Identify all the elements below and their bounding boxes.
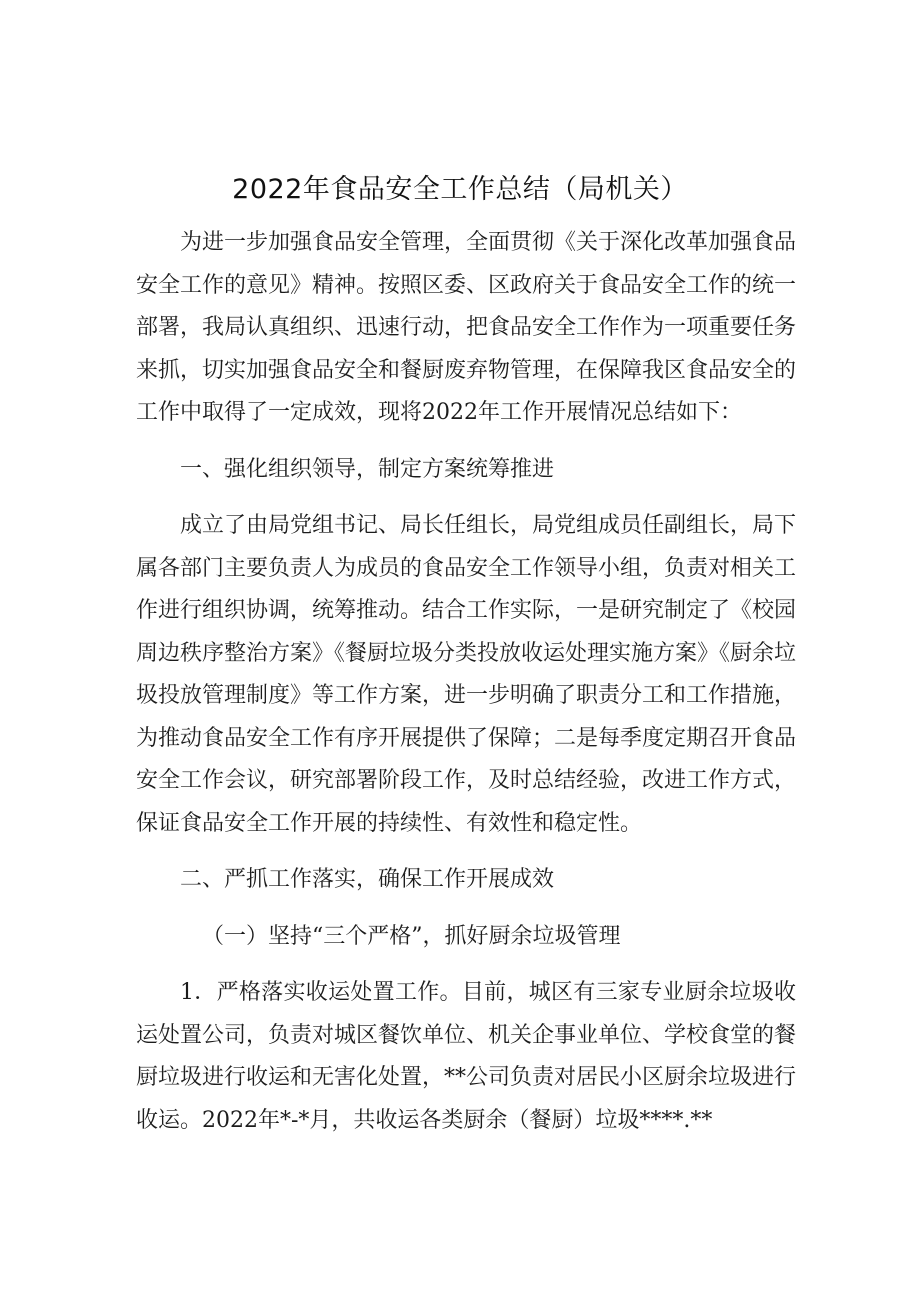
subsection-1-heading: （一）坚持“三个严格”，抓好厨余垃圾管理 (202, 923, 621, 949)
section-1-paragraph: 成立了由局党组书记、局长任组长，局党组成员任副组长，局下属各部门主要负责人为成员的食品安全工作领导小组，负责对相关工作进行组织协调，统筹推动。结合工作实际，一是研究制定了《校园周边秩序整治方案》《餐厨垃圾分类投放收运处理实施方案》《厨余垃圾投放管理制度》等工作方案，进一步明确了职责分工和工作措施，为推动食品安全工作有序开展提供了保障；二是每季度定期召开食品安全工作会议，研究部署阶段工作，及时总结经验，改进工作方式，保证食品安全工作开展的持续性、有效性和稳定性。 (136, 513, 797, 836)
document-title: 2022年食品安全工作总结（局机关） (232, 174, 688, 205)
spacer (136, 845, 796, 859)
spacer (136, 958, 796, 972)
spacer (136, 491, 796, 505)
spacer (136, 902, 796, 916)
item-1-paragraph: 1．严格落实收运处置工作。目前，城区有三家专业厨余垃圾收运处置公司，负责对城区餐饮单位、机关企事业单位、学校食堂的餐厨垃圾进行收运和无害化处置，**公司负责对居民小区厨余垃圾进行收运。2022年*-*月，共收运各类厨余（餐厨）垃圾****.** (136, 980, 797, 1133)
section-2-heading: 二、严抓工作落实，确保工作开展成效 (180, 867, 555, 892)
intro-paragraph: 为进一步加强食品安全管理，全面贯彻《关于深化改革加强食品安全工作的意见》精神。按照区委、区政府关于食品安全工作的统一部署，我局认真组织、迅速行动，把食品安全工作作为一项重要任务来抓，切实加强食品安全和餐厨废弃物管理，在保障我区食品安全的工作中取得了一定成效，现将2022年工作开展情况总结如下： (136, 230, 797, 425)
document-body (136, 222, 796, 1142)
section-1-heading: 一、强化组织领导，制定方案统筹推进 (180, 456, 555, 482)
spacer (136, 435, 796, 449)
